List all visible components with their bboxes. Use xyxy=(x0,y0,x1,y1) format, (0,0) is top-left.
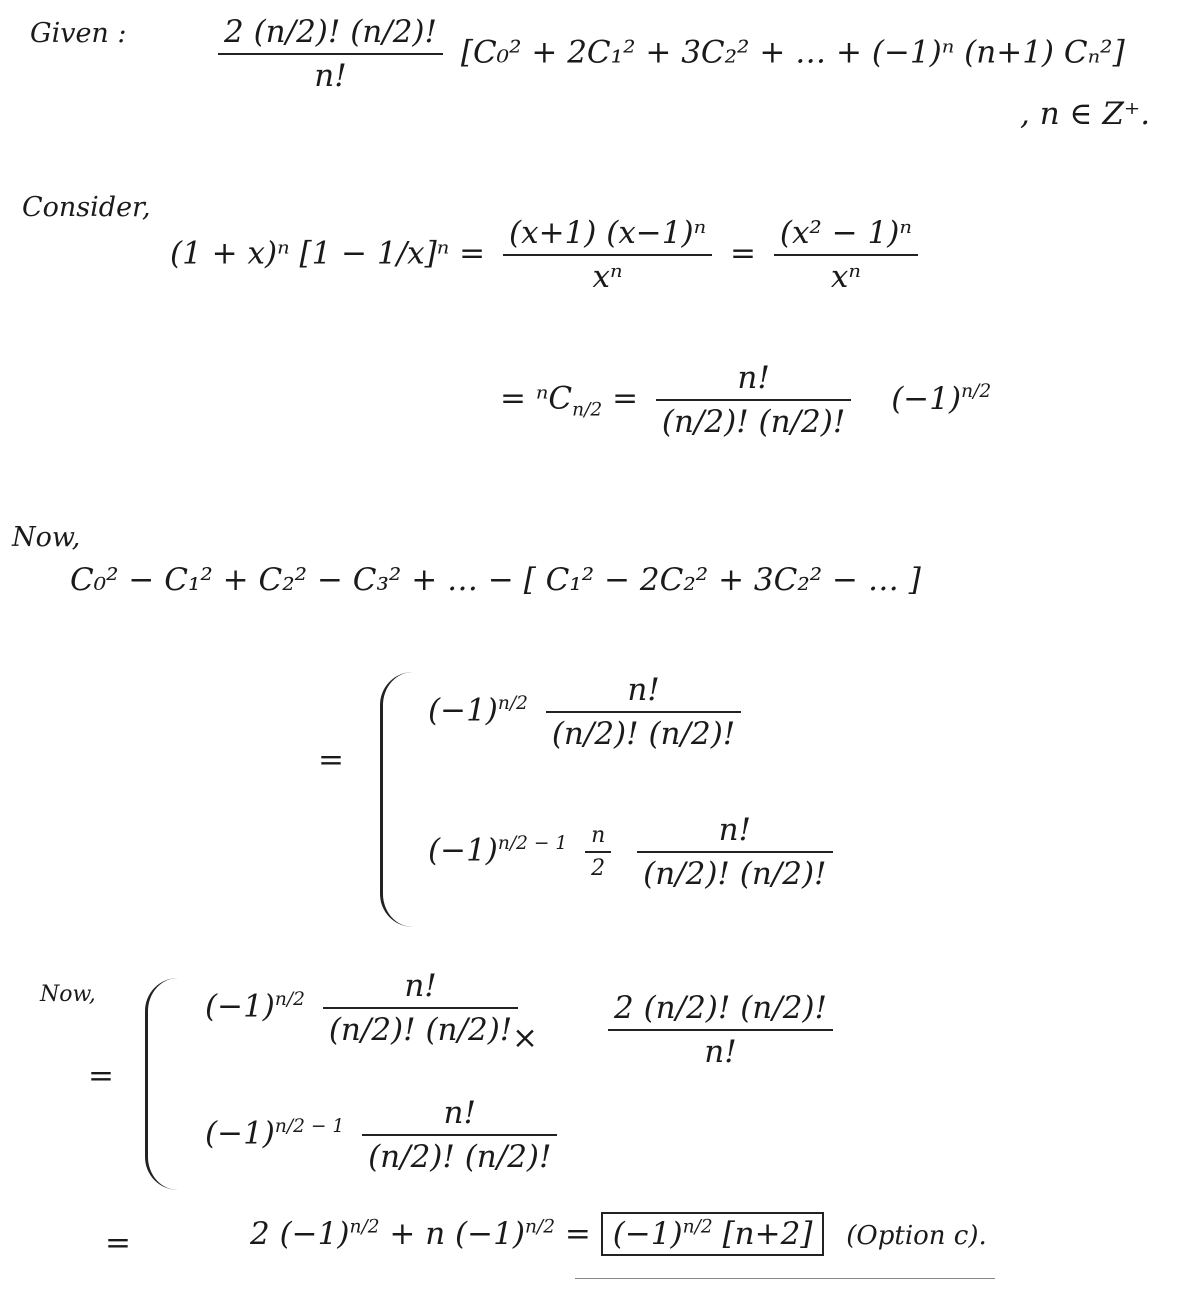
coefficient-lhs: = ⁿC xyxy=(500,380,573,417)
case1-odd-coef-numerator: n xyxy=(585,823,611,853)
case1-odd-exponent: n/2 − 1 xyxy=(497,833,568,855)
final-answer-factor: [n+2] xyxy=(722,1216,813,1252)
given-expression xyxy=(210,14,1125,94)
consider-fraction-2 xyxy=(774,215,918,295)
consider-label: Consider, xyxy=(22,192,151,223)
case1-brace xyxy=(380,672,413,927)
case1-odd-coefficient xyxy=(585,823,611,881)
case1-even-term xyxy=(428,672,749,752)
multiplier-fraction-wrap xyxy=(600,990,841,1070)
case2-even-numerator: n! xyxy=(323,968,518,1009)
case2-even-fraction xyxy=(323,968,518,1048)
alternating-series: C₀² − C₁² + C₂² − C₃² + … − [ C₁² − 2C₂² + 3C₂² − … ] xyxy=(70,562,921,598)
consider-frac1-denominator: xⁿ xyxy=(592,259,623,295)
final-term-2-exponent: n/2 xyxy=(524,1216,556,1238)
multiplier-numerator: 2 (n/2)! (n/2)! xyxy=(608,990,833,1031)
final-expression xyxy=(250,1212,987,1256)
case1-equals: = xyxy=(318,742,344,778)
given-series: [C₀² + 2C₁² + 3C₂² + … + (−1)ⁿ (n+1) Cₙ²] xyxy=(460,34,1125,71)
final-term-1: 2 (−1) xyxy=(250,1216,350,1252)
case1-even-fraction xyxy=(546,672,741,752)
coefficient-sign: (−1) xyxy=(891,380,962,417)
case1-even-numerator: n! xyxy=(546,672,741,713)
coefficient-subscript: n/2 xyxy=(572,399,603,421)
case2-even-denominator: (n/2)! (n/2)! xyxy=(328,1012,513,1048)
case2-equals: = xyxy=(88,1058,114,1094)
final-answer-sign: (−1) xyxy=(612,1216,683,1252)
final-option-note: (Option c). xyxy=(846,1221,987,1251)
case2-even-exponent: n/2 xyxy=(274,989,305,1011)
case2-odd-fraction xyxy=(362,1095,557,1175)
now-label-2: Now, xyxy=(40,982,96,1007)
case2-odd-denominator: (n/2)! (n/2)! xyxy=(368,1139,552,1175)
case2-odd-numerator: n! xyxy=(362,1095,557,1136)
multiplier-fraction xyxy=(608,990,833,1070)
now-label-1: Now, xyxy=(12,522,81,553)
case1-even-sign: (−1) xyxy=(428,692,498,729)
consider-equals: = xyxy=(730,235,756,272)
case1-odd-sign: (−1) xyxy=(428,832,498,869)
consider-expression xyxy=(170,215,926,295)
final-answer-exponent: n/2 xyxy=(682,1216,713,1238)
case1-odd-fraction xyxy=(637,812,832,892)
case2-even-term xyxy=(205,968,526,1048)
coefficient-expression xyxy=(500,360,991,440)
case1-odd-numerator: n! xyxy=(637,812,832,853)
coefficient-sign-exponent: n/2 xyxy=(961,381,992,403)
coefficient-numerator: n! xyxy=(656,360,851,401)
final-equals-2: = xyxy=(564,1216,591,1252)
given-prefix-fraction xyxy=(218,14,443,94)
bottom-rule xyxy=(575,1278,995,1279)
case1-even-exponent: n/2 xyxy=(497,693,528,715)
case1-odd-denominator: (n/2)! (n/2)! xyxy=(643,856,827,892)
coefficient-equals: = xyxy=(612,380,639,417)
given-prefix-numerator: 2 (n/2)! (n/2)! xyxy=(218,14,443,55)
case2-odd-sign: (−1) xyxy=(205,1115,275,1152)
case1-odd-term xyxy=(428,812,841,892)
times-sign: × xyxy=(512,1020,538,1056)
final-answer-box xyxy=(601,1212,825,1256)
coefficient-denominator: (n/2)! (n/2)! xyxy=(661,404,846,440)
final-equals: = xyxy=(105,1225,131,1261)
consider-frac2-denominator: xⁿ xyxy=(830,259,861,295)
given-prefix-denominator: n! xyxy=(314,58,347,94)
coefficient-fraction xyxy=(656,360,851,440)
final-term-2: + n (−1) xyxy=(389,1216,525,1252)
case2-even-sign: (−1) xyxy=(205,988,275,1025)
given-label: Given : xyxy=(30,18,127,49)
case1-odd-coef-denominator: 2 xyxy=(591,856,606,881)
consider-frac2-numerator: (x² − 1)ⁿ xyxy=(774,215,918,256)
multiplier-denominator: n! xyxy=(704,1034,737,1070)
given-domain: , n ∈ Z⁺. xyxy=(1020,96,1151,132)
case1-even-denominator: (n/2)! (n/2)! xyxy=(551,716,736,752)
consider-frac1-numerator: (x+1) (x−1)ⁿ xyxy=(503,215,712,256)
consider-fraction-1 xyxy=(503,215,712,295)
case2-odd-term xyxy=(205,1095,565,1175)
final-term-1-exponent: n/2 xyxy=(349,1216,380,1238)
case2-odd-exponent: n/2 − 1 xyxy=(274,1116,345,1138)
consider-lhs: (1 + x)ⁿ [1 − 1/x]ⁿ = xyxy=(170,235,486,272)
case2-brace xyxy=(145,978,178,1190)
